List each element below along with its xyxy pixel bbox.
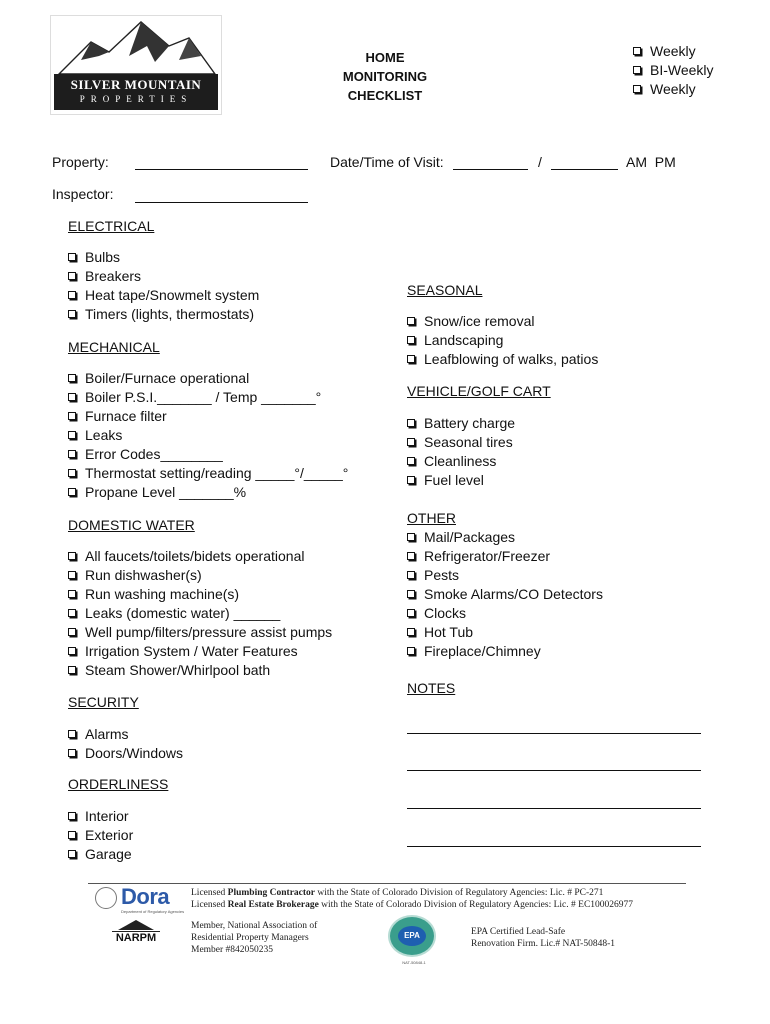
checklist-item[interactable]: Fireplace/Chimney — [407, 642, 603, 661]
checkbox-icon[interactable] — [68, 730, 76, 738]
mountain-icon — [51, 16, 221, 76]
checkbox-icon[interactable] — [68, 831, 76, 839]
checkbox-icon[interactable] — [407, 628, 415, 636]
section-heading-seasonal: SEASONAL — [407, 282, 483, 298]
mechanical-list — [68, 369, 348, 502]
checklist-item[interactable]: Landscaping — [407, 331, 598, 350]
dora-logo — [95, 884, 185, 914]
checklist-item[interactable]: Steam Shower/Whirlpool bath — [68, 661, 332, 680]
checklist-item[interactable]: Cleanliness — [407, 452, 515, 471]
footer-divider — [88, 883, 686, 884]
checkbox-icon[interactable] — [407, 476, 415, 484]
checkbox-icon[interactable] — [407, 317, 415, 325]
checkbox-icon[interactable] — [68, 469, 76, 477]
dora-wordmark: Dora — [121, 884, 170, 909]
checklist-item[interactable]: Boiler P.S.I._______ / Temp _______° — [68, 388, 348, 407]
section-heading-mechanical: MECHANICAL — [68, 339, 160, 355]
checkbox-icon[interactable] — [407, 590, 415, 598]
checkbox-icon[interactable] — [68, 590, 76, 598]
checklist-item[interactable]: Interior — [68, 807, 133, 826]
checkbox-icon[interactable] — [407, 647, 415, 655]
checkbox-icon[interactable] — [407, 571, 415, 579]
notes-line[interactable] — [407, 733, 701, 734]
checklist-item[interactable]: Doors/Windows — [68, 744, 183, 763]
checklist-item[interactable]: Alarms — [68, 725, 183, 744]
narpm-wordmark: NARPM — [112, 931, 160, 944]
seasonal-list — [407, 312, 598, 369]
logo-brand: SILVER MOUNTAIN — [70, 77, 202, 92]
checklist-item[interactable]: Seasonal tires — [407, 433, 515, 452]
checkbox-icon[interactable] — [407, 419, 415, 427]
checkbox-icon[interactable] — [68, 412, 76, 420]
checkbox-icon[interactable] — [407, 533, 415, 541]
checkbox-icon[interactable] — [68, 272, 76, 280]
epa-certification-text: EPA Certified Lead-Safe Renovation Firm. Lic.# NAT-50848-1 — [471, 927, 615, 949]
electrical-list — [68, 248, 259, 324]
ampm-label: AM PM — [626, 154, 676, 170]
checklist-item[interactable]: Run dishwasher(s) — [68, 566, 332, 585]
title-line: MONITORING — [342, 69, 428, 84]
checkbox-icon[interactable] — [68, 628, 76, 636]
checklist-item[interactable]: Leafblowing of walks, patios — [407, 350, 598, 369]
checkbox-icon[interactable] — [407, 609, 415, 617]
checkbox-icon[interactable] — [68, 431, 76, 439]
company-logo — [50, 15, 222, 115]
checklist-item[interactable]: Hot Tub — [407, 623, 603, 642]
checklist-item[interactable]: Exterior — [68, 826, 133, 845]
checklist-item[interactable]: Bulbs — [68, 248, 259, 267]
checkbox-icon[interactable] — [68, 571, 76, 579]
checkbox-icon[interactable] — [68, 374, 76, 382]
checklist-item[interactable]: Propane Level _______% — [68, 483, 348, 502]
section-heading-security: SECURITY — [68, 694, 139, 710]
checkbox-icon[interactable] — [407, 355, 415, 363]
checkbox-icon[interactable] — [633, 47, 641, 55]
frequency-options — [633, 42, 714, 99]
checkbox-icon[interactable] — [68, 647, 76, 655]
security-list — [68, 725, 183, 763]
license-plumbing: Licensed Plumbing Contractor with the State of Colorado Division of Regulatory Agencies: Lic. # PC-271 — [191, 888, 604, 898]
checkbox-icon[interactable] — [68, 310, 76, 318]
property-field[interactable] — [135, 155, 308, 170]
section-heading-vehicle: VEHICLE/GOLF CART — [407, 383, 551, 399]
orderliness-list — [68, 807, 133, 864]
section-heading-domestic-water: DOMESTIC WATER — [68, 517, 195, 533]
checkbox-icon[interactable] — [68, 666, 76, 674]
checklist-item[interactable]: Irrigation System / Water Features — [68, 642, 332, 661]
property-label: Property: — [52, 154, 109, 170]
checklist-item[interactable]: Timers (lights, thermostats) — [68, 305, 259, 324]
checklist-item[interactable]: Furnace filter — [68, 407, 348, 426]
checkbox-icon[interactable] — [68, 291, 76, 299]
datetime-label: Date/Time of Visit: — [330, 154, 444, 170]
dora-tagline: Department of Regulatory Agencies — [121, 909, 185, 914]
checkbox-icon[interactable] — [68, 749, 76, 757]
frequency-option[interactable]: Weekly — [633, 80, 714, 99]
license-brokerage: Licensed Real Estate Brokerage with the State of Colorado Division of Regulatory Agencies: Lic. # EC100026977 — [191, 900, 634, 910]
checklist-item[interactable]: Battery charge — [407, 414, 515, 433]
license-lines — [191, 887, 633, 911]
notes-line[interactable] — [407, 770, 701, 771]
checkbox-icon[interactable] — [68, 488, 76, 496]
checkbox-icon[interactable] — [68, 609, 76, 617]
epa-badge-caption: NAT-50848-1 — [402, 960, 426, 965]
checklist-item[interactable]: Boiler/Furnace operational — [68, 369, 348, 388]
epa-wordmark: EPA — [398, 926, 426, 946]
checkbox-icon[interactable] — [68, 253, 76, 261]
title-line: HOME — [365, 50, 405, 65]
checklist-item[interactable]: Smoke Alarms/CO Detectors — [407, 585, 603, 604]
checkbox-icon[interactable] — [68, 450, 76, 458]
date-separator: / — [538, 154, 542, 170]
checklist-item[interactable]: Leaks — [68, 426, 348, 445]
checkbox-icon[interactable] — [407, 438, 415, 446]
notes-line[interactable] — [407, 808, 701, 809]
page-title — [320, 48, 450, 105]
section-heading-notes: NOTES — [407, 680, 456, 696]
logo-sub: PROPERTIES — [79, 94, 193, 104]
checklist-item[interactable]: Breakers — [68, 267, 259, 286]
checklist-item[interactable]: Leaks (domestic water) ______ — [68, 604, 332, 623]
vehicle-list — [407, 414, 515, 490]
checklist-item[interactable]: Pests — [407, 566, 603, 585]
checklist-item[interactable]: Refrigerator/Freezer — [407, 547, 603, 566]
checkbox-icon[interactable] — [68, 812, 76, 820]
membership-text: Member, National Association of Residential Property Managers Member #842050235 — [191, 921, 318, 955]
checkbox-icon[interactable] — [633, 66, 641, 74]
checklist-item[interactable]: Snow/ice removal — [407, 312, 598, 331]
inspector-label: Inspector: — [52, 186, 114, 202]
frequency-option[interactable]: BI-Weekly — [633, 61, 714, 80]
checklist-item[interactable]: Thermostat setting/reading _____°/_____° — [68, 464, 348, 483]
checkbox-icon[interactable] — [68, 552, 76, 560]
checklist-item[interactable]: Run washing machine(s) — [68, 585, 332, 604]
state-seal-icon — [95, 887, 117, 909]
section-heading-electrical: ELECTRICAL — [68, 218, 155, 234]
checklist-item[interactable]: Mail/Packages — [407, 528, 603, 547]
checkbox-icon[interactable] — [407, 552, 415, 560]
checklist-item[interactable]: Error Codes________ — [68, 445, 348, 464]
section-heading-orderliness: ORDERLINESS — [68, 776, 169, 792]
time-field[interactable] — [551, 155, 618, 170]
house-icon — [118, 920, 154, 930]
checkbox-icon[interactable] — [407, 336, 415, 344]
checkbox-icon[interactable] — [407, 457, 415, 465]
notes-line[interactable] — [407, 846, 701, 847]
domestic-water-list — [68, 547, 332, 680]
title-line: CHECKLIST — [347, 88, 423, 103]
section-heading-other: OTHER — [407, 510, 456, 526]
narpm-logo — [112, 920, 160, 948]
checklist-item[interactable]: Fuel level — [407, 471, 515, 490]
checkbox-icon[interactable] — [633, 85, 641, 93]
checklist-item[interactable]: All faucets/toilets/bidets operational — [68, 547, 332, 566]
date-field[interactable] — [453, 155, 528, 170]
checkbox-icon[interactable] — [68, 850, 76, 858]
checklist-item[interactable]: Clocks — [407, 604, 603, 623]
checklist-item[interactable]: Garage — [68, 845, 133, 864]
epa-lead-safe-badge — [388, 915, 436, 965]
other-list — [407, 528, 603, 661]
frequency-option[interactable]: Weekly — [633, 42, 714, 61]
checkbox-icon[interactable] — [68, 393, 76, 401]
inspector-field[interactable] — [135, 188, 308, 203]
checklist-item[interactable]: Well pump/filters/pressure assist pumps — [68, 623, 332, 642]
checklist-item[interactable]: Heat tape/Snowmelt system — [68, 286, 259, 305]
